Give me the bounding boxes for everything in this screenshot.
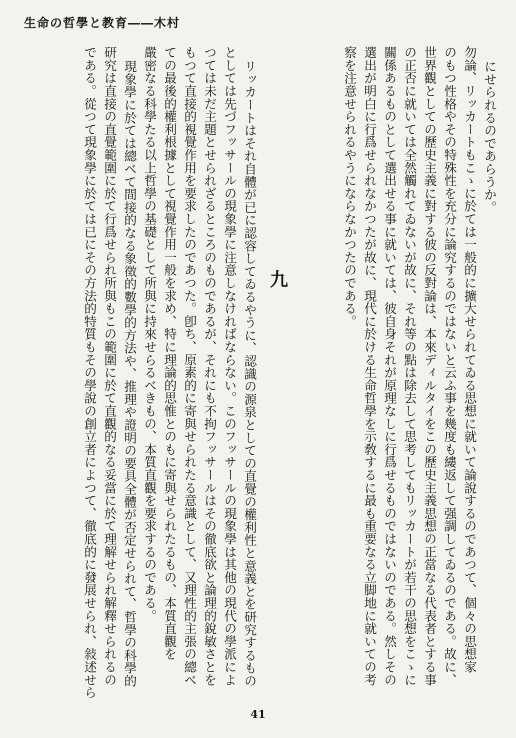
- text-column: 現象學に於ては總べて間接的なる象徵的數學的方法や、推理や證明の要具全體が否定せられて、哲學の科學的: [122, 60, 137, 688]
- text-column: 關係あるものとして選出せる事に就いては、彼自身それが原理なしに行爲せるものではないのである。然しその: [382, 46, 397, 686]
- text-column: のもつ性格やその特殊性を充分に論究するのではないと云ふ事を幾度も縷返して强調してゐるのである。故に、: [442, 46, 457, 686]
- text-column: 勿論、リッカートもこゝに於ては一般的に擴大せられてゐる思想に就いて論說するのであつて、個々の思想家: [462, 46, 477, 674]
- text-column: つては未だ主題とせられざるところのものであるが、それにも不拘フッサールはその徹底欲と論理的銳敏さとを: [202, 46, 217, 686]
- text-column: としては先づフッサールの現象學に注意しなければならない。このフッサールの現象學は其他の現代の學派によ: [222, 46, 237, 686]
- text-column: 研究は直接の直覺範圍に於て行爲せられ所與もこの範圍に於て直觀的なる妥當に於て理解せられ解釋せられるの: [102, 46, 117, 686]
- text-column: にせられるのであらうか。: [482, 60, 497, 214]
- text-column: リッカートはそれ自體が已に認容してゐるやうに、認識の源泉としての直覺の權利性と意義とを研究するもの: [242, 60, 257, 688]
- text-column: 察を注意せられるやうにならなかつたのである。: [342, 46, 357, 328]
- text-column: もつて直接的視覺作用を要求したのであつた。卽ち、原素的に寄與せられたる意識として、又理性的主張の總べ: [182, 46, 197, 686]
- text-column: の正否に就いては全然觸れてゐないが故に、それ等の點は除去して思考してもリッカートが若干の思想をこゝに: [402, 46, 417, 686]
- text-column: である。從つて現象學に於ては已にその方法的特質もその學說の創立者によつて、徹底的に發展せられ、敍述せら: [82, 46, 97, 699]
- page-number: 41: [250, 708, 266, 721]
- section-heading: 九: [267, 270, 288, 288]
- text-column: 選出が明白に行爲せられなかつたが故に、現代に於ける生命哲學を示敎するに最も重要なる立脚地に就いての考: [362, 46, 377, 686]
- text-column: 嚴密なる科學たる以上哲學の基礎として所與に持來せらるべきもの、本質直觀を要求するのである。: [142, 46, 157, 622]
- running-head: 生命の哲學と教育――木村: [24, 16, 181, 30]
- text-column: ての最後的權利根據として視覺作用一般を求め、特に理論的思惟とのもに寄與せられたるもの、本質直觀を: [162, 46, 177, 661]
- text-column: 世界觀としての歷史主義に對する彼の反對論は、本來ディルタイをこの歷史主義思想の正當なる代表者とする事: [422, 46, 437, 686]
